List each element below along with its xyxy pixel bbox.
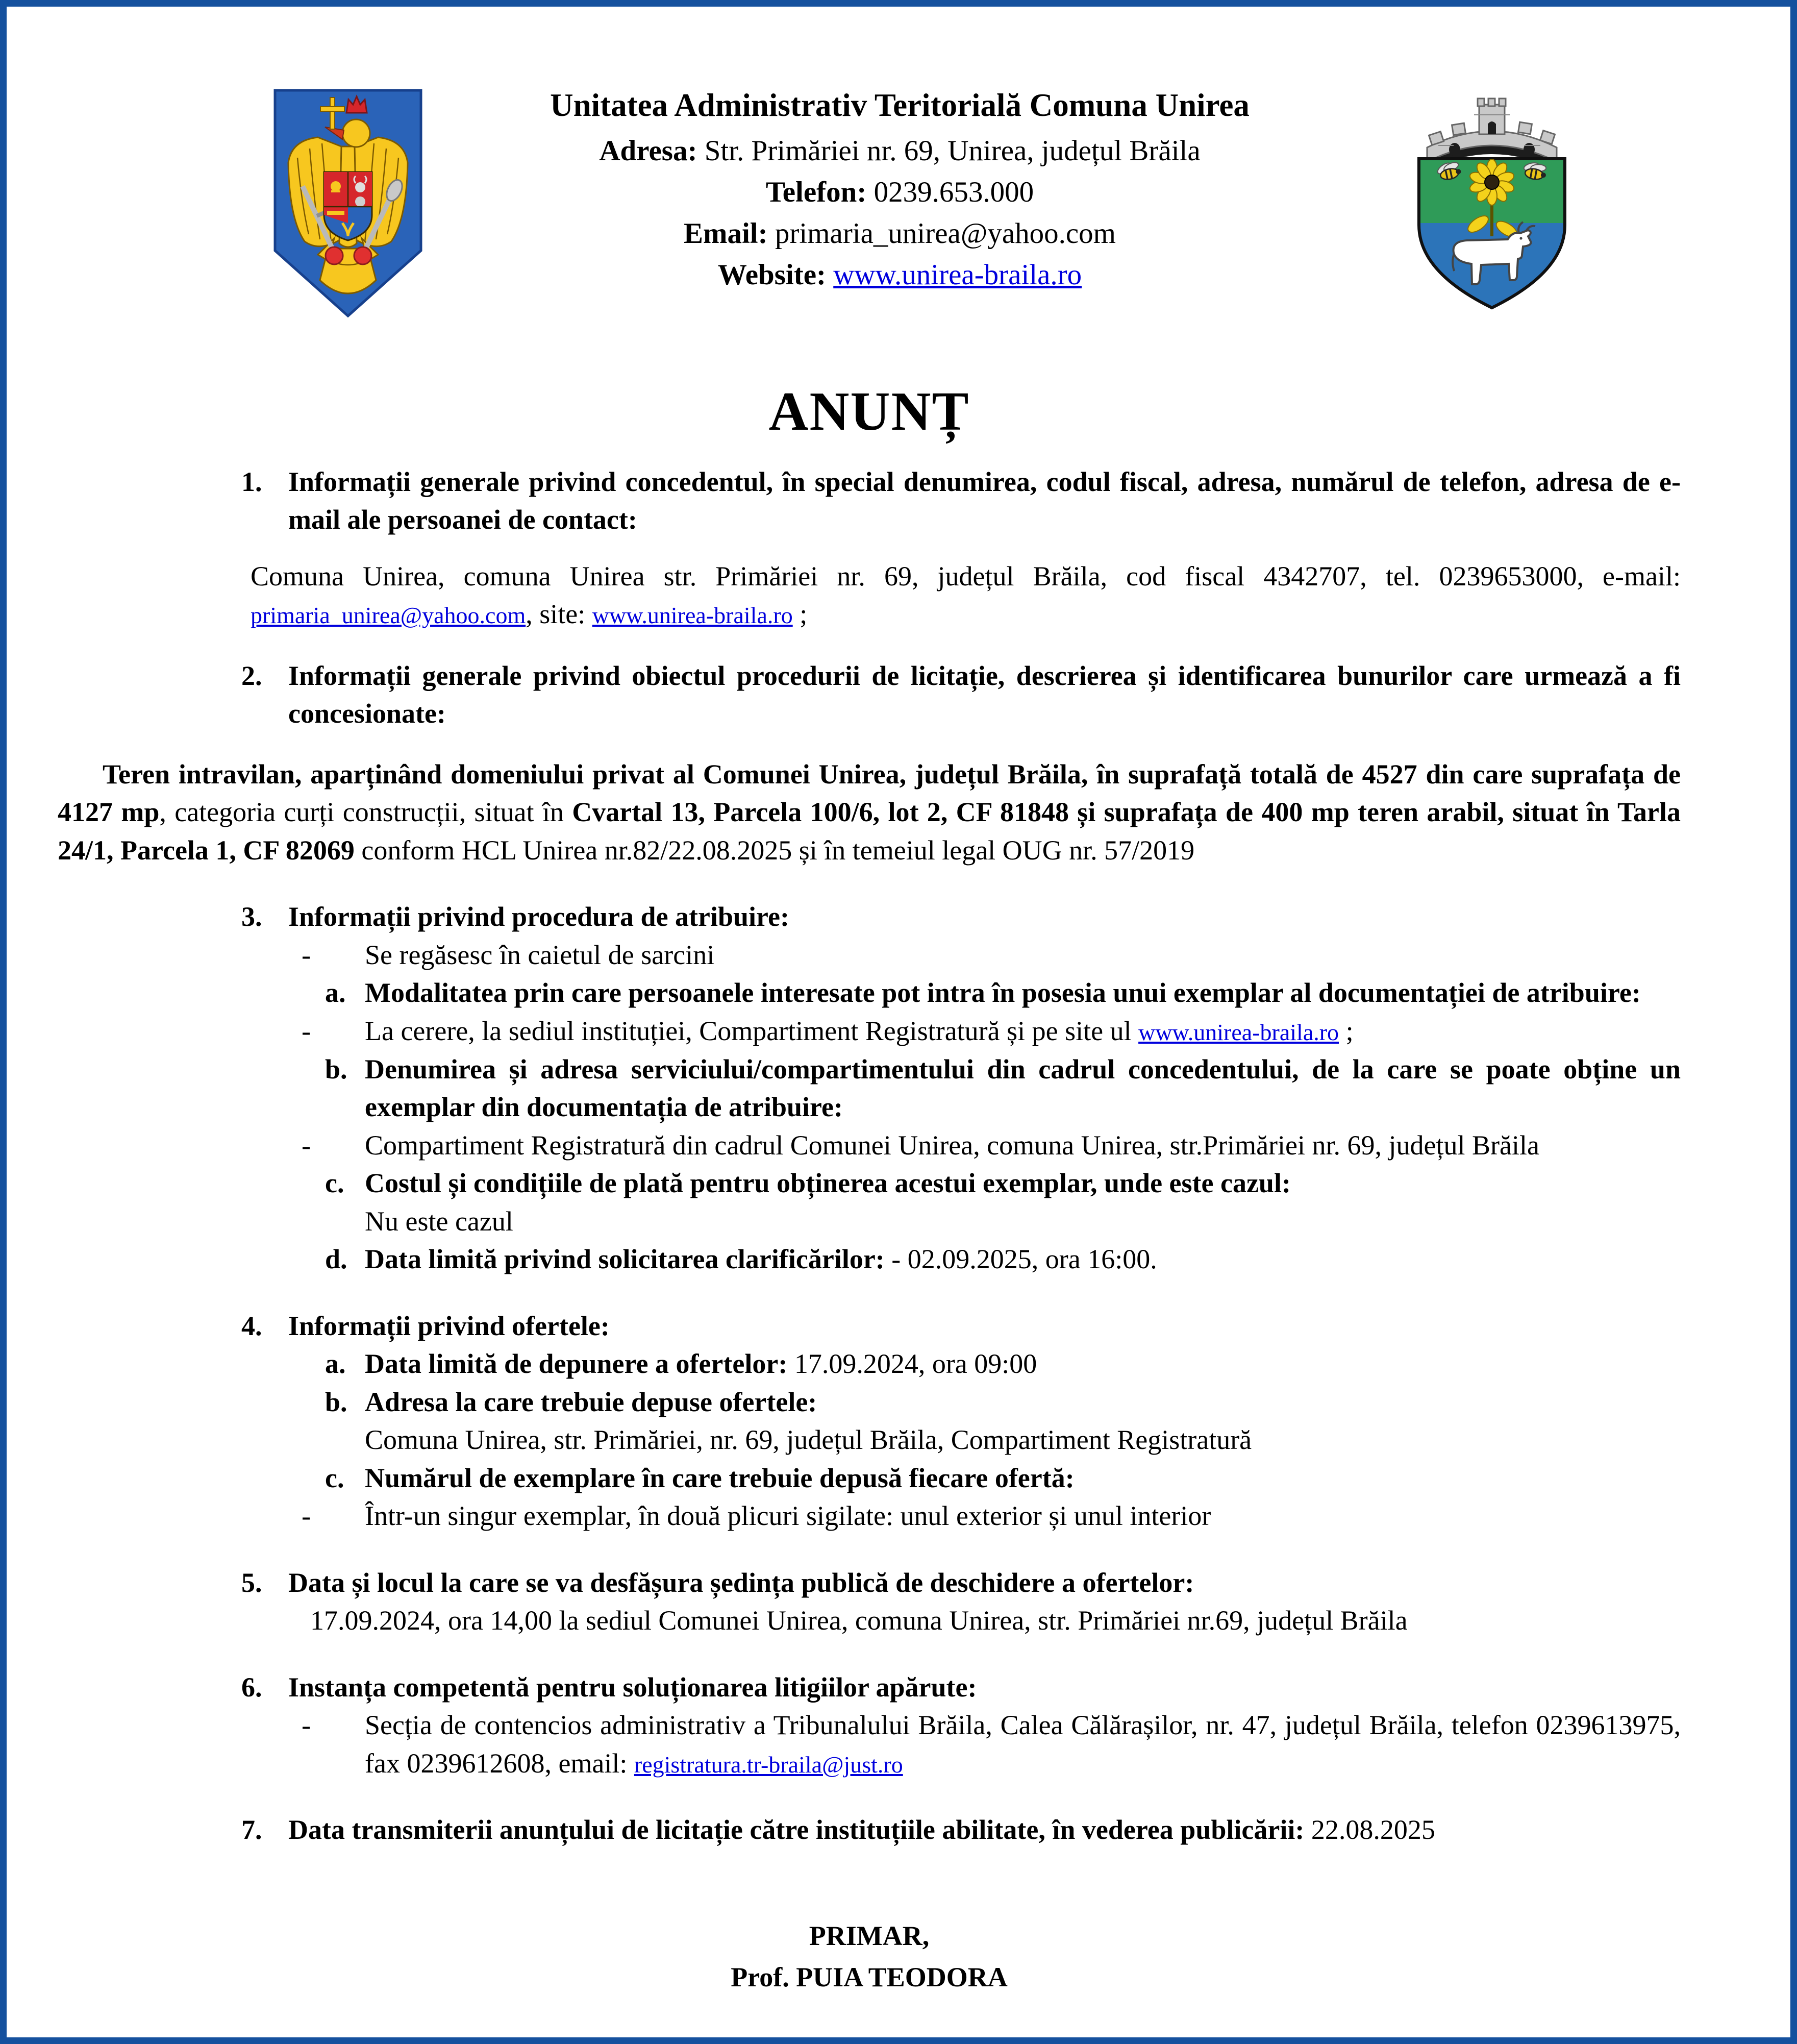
phone-line: Telefon: 0239.653.000 xyxy=(765,176,1034,208)
letter-marker: a. xyxy=(325,977,346,1008)
letterhead xyxy=(58,83,1681,331)
dash-marker: - xyxy=(302,1129,311,1161)
signature-title: PRIMAR, xyxy=(809,1920,930,1951)
list-item: - La cerere, la sediul instituției, Compartiment Registratură și pe site ul www.unirea-braila.ro ; xyxy=(288,1012,1681,1050)
section-number: 7. xyxy=(241,1814,262,1845)
section-5-heading: Data și locul la care se va desfășura ședința publică de deschidere a ofertelor: xyxy=(288,1567,1194,1598)
unirea-coat-of-arms xyxy=(1397,96,1587,315)
list-item: - Secția de contencios administrativ a Tribunalului Brăila, Calea Călărașilor, nr. 47, județul Brăila, telefon 0239613975, fax 0239612608, email: registratura.tr-braila@just.ro xyxy=(288,1706,1681,1782)
section-number: 1. xyxy=(241,466,262,497)
dash-marker: - xyxy=(302,1710,311,1741)
list-item: Nu este cazul xyxy=(365,1205,513,1237)
letter-marker: b. xyxy=(325,1386,347,1417)
letter-marker: c. xyxy=(325,1168,344,1199)
letter-marker: a. xyxy=(325,1348,346,1380)
section-2 xyxy=(241,657,1681,733)
signature-block xyxy=(58,1915,1681,1998)
dash-marker: - xyxy=(302,939,311,970)
letter-marker: c. xyxy=(325,1462,344,1493)
dash-marker: - xyxy=(302,1015,311,1046)
list-item: d. Data limită privind solicitarea clarificărilor: - 02.09.2025, ora 16:00. xyxy=(288,1240,1681,1278)
section-number: 6. xyxy=(241,1671,262,1703)
section-5-body: 17.09.2024, ora 14,00 la sediul Comunei Unirea, comuna Unirea, str. Primăriei nr.69, județul Brăila xyxy=(310,1605,1408,1636)
list-item: a. Data limită de depunere a ofertelor: 17.09.2024, ora 09:00 xyxy=(288,1345,1681,1383)
court-email-link[interactable]: registratura.tr-braila@just.ro xyxy=(634,1751,903,1778)
section-3 xyxy=(241,898,1681,1278)
signature-name: Prof. PUIA TEODORA xyxy=(731,1961,1008,1992)
section-1-body: Comuna Unirea, comuna Unirea str. Primăriei nr. 69, județul Brăila, cod fiscal 4342707, tel. 0239653000, e-mail: primaria_unirea@yahoo.com, site: www.unirea-braila.ro ; xyxy=(251,560,1681,630)
address-line: Adresa: Str. Primăriei nr. 69, Unirea, județul Brăila xyxy=(599,134,1201,167)
dash-marker: - xyxy=(302,1500,311,1532)
section-1 xyxy=(241,463,1681,539)
section-7: 7. Data transmiterii anunțului de licitație către instituțiile abilitate, în vederea publicării: 22.08.2025 xyxy=(241,1811,1681,1849)
section-1-heading: Informații generale privind concedentul, în special denumirea, codul fiscal, adresa, numărul de telefon, adresa de e-mail ale persoanei de contact: xyxy=(288,466,1681,535)
section-number: 3. xyxy=(241,901,262,932)
website-link[interactable]: www.unirea-braila.ro xyxy=(833,258,1082,291)
section-5 xyxy=(241,1564,1681,1602)
list-item: b. Adresa la care trebuie depuse ofertele: xyxy=(288,1383,1681,1421)
site-link[interactable]: www.unirea-braila.ro xyxy=(592,602,793,629)
section-number: 2. xyxy=(241,660,262,691)
page-title: ANUNȚ xyxy=(768,381,970,442)
email-line: Email: primaria_unirea@yahoo.com xyxy=(683,217,1116,250)
list-item: Comuna Unirea, str. Primăriei, nr. 69, județul Brăila, Compartiment Registratură xyxy=(365,1424,1252,1456)
section-2-body: Teren intravilan, aparținând domeniului privat al Comunei Unirea, județul Brăila, în suprafață totală de 4527 din care suprafața de 4127 mp, categoria curți construcții, situat în Cvartal 13, Parcela 100/6, lot 2, CF 81848 și suprafața de 400 mp teren arabil, situat în Tarla 24/1, Parcela 1, CF 82069 conform HCL Unirea nr.82/22.08.2025 și în temeiul legal OUG nr. 57/2019 xyxy=(58,758,1681,866)
breast-shield xyxy=(324,172,372,240)
section-6-heading: Instanța competentă pentru soluționarea litigiilor apărute: xyxy=(288,1671,977,1703)
list-item: b. Denumirea și adresa serviciului/compartimentului din cadrul concedentului, de la care se poate obține un exemplar din documentația de atribuire: xyxy=(288,1050,1681,1126)
site-link[interactable]: www.unirea-braila.ro xyxy=(1138,1019,1339,1045)
section-2-heading: Informații generale privind obiectul procedurii de licitație, descrierea și identificarea bunurilor care urmează a fi concesionate: xyxy=(288,660,1681,729)
section-4-heading: Informații privind ofertele: xyxy=(288,1310,610,1341)
list-item: - Într-un singur exemplar, în două plicuri sigilate: unul exterior și unul interior xyxy=(288,1497,1681,1535)
letterhead-contact-block xyxy=(389,85,1410,296)
email-link[interactable]: primaria_unirea@yahoo.com xyxy=(251,602,526,629)
section-3-heading: Informații privind procedura de atribuire: xyxy=(288,901,789,932)
letter-marker: d. xyxy=(325,1244,347,1275)
section-4 xyxy=(241,1307,1681,1535)
list-item: c. Costul și condițiile de plată pentru obținerea acestui exemplar, unde este cazul: xyxy=(288,1164,1681,1202)
section-number: 4. xyxy=(241,1310,262,1341)
section-number: 5. xyxy=(241,1567,262,1598)
list-item: - Compartiment Registratură din cadrul Comunei Unirea, comuna Unirea, str.Primăriei nr. 69, județul Brăila xyxy=(288,1126,1681,1165)
section-6 xyxy=(241,1668,1681,1783)
list-item: a. Modalitatea prin care persoanele interesate pot intra în posesia unui exemplar al documentației de atribuire: xyxy=(288,974,1681,1012)
website-line: Website: www.unirea-braila.ro xyxy=(717,258,1082,291)
list-item: c. Numărul de exemplare în care trebuie depusă fiecare ofertă: xyxy=(288,1459,1681,1497)
list-item: - Se regăsesc în caietul de sarcini xyxy=(288,936,1681,974)
letter-marker: b. xyxy=(325,1053,347,1085)
organization-name: Unitatea Administrativ Teritorială Comuna Unirea xyxy=(550,87,1250,123)
